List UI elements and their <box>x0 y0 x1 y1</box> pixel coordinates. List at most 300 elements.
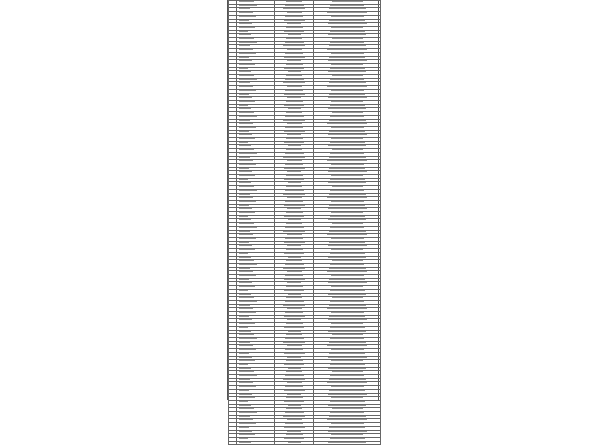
cell-text-placeholder <box>239 219 251 220</box>
cell-text-placeholder <box>286 112 302 113</box>
cell-text-placeholder <box>284 57 305 58</box>
cell-text-placeholder <box>329 242 365 243</box>
cell-text-placeholder <box>327 271 367 272</box>
cell-text-placeholder <box>239 75 254 76</box>
cell-text-placeholder <box>327 12 367 13</box>
cell-text-placeholder <box>330 364 365 365</box>
cell-text-placeholder <box>285 16 303 17</box>
cell-text-placeholder <box>330 264 364 265</box>
cell-text-placeholder <box>285 42 304 43</box>
cell-text-placeholder <box>285 201 303 202</box>
cell-text-placeholder <box>285 127 303 128</box>
cell-text-placeholder <box>330 401 365 402</box>
cell-text-placeholder <box>288 108 301 109</box>
cell-text-placeholder <box>331 127 364 128</box>
cell-text-placeholder <box>285 301 304 302</box>
cell-text-placeholder <box>331 16 364 17</box>
cell-text-placeholder <box>287 419 302 420</box>
cell-text-placeholder <box>330 142 365 143</box>
cell-text-placeholder <box>331 397 363 398</box>
cell-text-placeholder <box>284 68 304 69</box>
cell-text-placeholder <box>284 353 305 354</box>
cell-text-placeholder <box>332 297 363 298</box>
cell-text-placeholder <box>330 338 364 339</box>
cell-text-placeholder <box>284 290 304 291</box>
cell-text-placeholder <box>287 49 302 50</box>
cell-text-placeholder <box>328 431 367 432</box>
cell-text-placeholder <box>239 301 257 302</box>
cell-text-placeholder <box>327 123 367 124</box>
cell-text-placeholder <box>329 305 366 306</box>
cell-text-placeholder <box>239 390 249 391</box>
cell-text-placeholder <box>286 260 302 261</box>
cell-text-placeholder <box>286 138 303 139</box>
cell-text-placeholder <box>284 142 304 143</box>
cell-text-placeholder <box>239 312 256 313</box>
cell-text-placeholder <box>330 31 365 32</box>
document-page <box>227 0 379 400</box>
cell-text-placeholder <box>285 153 304 154</box>
cell-text-placeholder <box>239 297 254 298</box>
cell-text-placeholder <box>330 105 365 106</box>
cell-text-placeholder <box>239 71 251 72</box>
cell-text-placeholder <box>286 186 302 187</box>
cell-text-placeholder <box>328 405 366 406</box>
cell-text-placeholder <box>239 316 249 317</box>
cell-text-placeholder <box>329 82 366 83</box>
cell-text-placeholder <box>332 334 363 335</box>
cell-text-placeholder <box>239 382 253 383</box>
cell-text-placeholder <box>239 438 248 439</box>
cell-text-placeholder <box>285 238 303 239</box>
cell-text-placeholder <box>327 345 367 346</box>
cell-text-placeholder <box>331 349 364 350</box>
cell-text-placeholder <box>239 431 252 432</box>
cell-text-placeholder <box>330 153 364 154</box>
cell-text-placeholder <box>286 1 302 2</box>
cell-text-placeholder <box>239 208 252 209</box>
cell-text-placeholder <box>283 342 305 343</box>
cell-text-placeholder <box>329 231 366 232</box>
cell-text-placeholder <box>239 153 257 154</box>
cell-text-placeholder <box>287 171 301 172</box>
cell-text-placeholder <box>239 279 249 280</box>
cell-text-placeholder <box>328 394 367 395</box>
cell-text-placeholder <box>239 101 255 102</box>
cell-text-placeholder <box>239 38 254 39</box>
cell-text-placeholder <box>332 371 363 372</box>
cell-text-placeholder <box>328 34 366 35</box>
cell-text-placeholder <box>239 49 253 50</box>
cell-text-placeholder <box>287 282 301 283</box>
cell-text-placeholder <box>329 57 365 58</box>
cell-text-placeholder <box>331 360 363 361</box>
cell-text-placeholder <box>239 82 250 83</box>
cell-text-placeholder <box>239 12 253 13</box>
cell-text-placeholder <box>286 286 303 287</box>
cell-text-placeholder <box>329 45 366 46</box>
cell-text-placeholder <box>329 427 365 428</box>
cell-text-placeholder <box>286 64 303 65</box>
cell-text-placeholder <box>329 20 365 21</box>
cell-text-placeholder <box>284 179 304 180</box>
cell-text-placeholder <box>239 164 256 165</box>
cell-text-placeholder <box>239 264 257 265</box>
cell-text-placeholder <box>239 227 257 228</box>
cell-text-placeholder <box>287 208 301 209</box>
cell-text-placeholder <box>288 257 301 258</box>
cell-text-placeholder <box>285 375 304 376</box>
cell-text-placeholder <box>239 364 248 365</box>
cell-text-placeholder <box>330 327 365 328</box>
cell-text-placeholder <box>327 382 367 383</box>
cell-text-placeholder <box>287 134 301 135</box>
cell-text-placeholder <box>239 257 251 258</box>
cell-text-placeholder <box>239 223 254 224</box>
cell-text-placeholder <box>286 27 303 28</box>
cell-text-placeholder <box>239 16 256 17</box>
cell-text-placeholder <box>239 386 256 387</box>
cell-text-placeholder <box>284 31 304 32</box>
reference-table <box>228 0 381 445</box>
cell-text-placeholder <box>239 260 254 261</box>
cell-text-placeholder <box>332 186 363 187</box>
cell-text-placeholder <box>330 412 364 413</box>
cell-text-placeholder <box>330 301 364 302</box>
cell-text-placeholder <box>330 216 365 217</box>
cell-text-placeholder <box>239 45 250 46</box>
cell-text-placeholder <box>239 145 251 146</box>
cell-text-placeholder <box>239 127 256 128</box>
cell-text-placeholder <box>283 268 305 269</box>
cell-text-placeholder <box>284 168 305 169</box>
cell-text-placeholder <box>331 101 363 102</box>
cell-text-placeholder <box>329 316 365 317</box>
cell-text-placeholder <box>287 357 301 358</box>
cell-text-placeholder <box>287 394 301 395</box>
cell-text-placeholder <box>330 375 364 376</box>
cell-text-placeholder <box>239 134 252 135</box>
cell-text-placeholder <box>239 27 255 28</box>
cell-text-placeholder <box>239 327 248 328</box>
cell-text-placeholder <box>239 334 254 335</box>
cell-text-placeholder <box>239 116 257 117</box>
cell-text-placeholder <box>328 208 367 209</box>
cell-text-placeholder <box>332 38 363 39</box>
cell-text-placeholder <box>239 60 252 61</box>
cell-text-placeholder <box>287 308 302 309</box>
cell-text-placeholder <box>329 390 365 391</box>
cell-text-placeholder <box>331 312 364 313</box>
cell-text-placeholder <box>239 268 250 269</box>
cell-text-placeholder <box>285 116 304 117</box>
cell-text-placeholder <box>239 434 255 435</box>
cell-text-placeholder <box>239 171 252 172</box>
cell-text-placeholder <box>239 34 251 35</box>
cell-text-placeholder <box>239 131 249 132</box>
table-cell <box>314 441 381 445</box>
cell-text-placeholder <box>286 149 302 150</box>
cell-text-placeholder <box>286 360 303 361</box>
cell-text-placeholder <box>286 408 302 409</box>
cell-text-placeholder <box>239 286 255 287</box>
cell-text-placeholder <box>328 60 367 61</box>
cell-text-placeholder <box>239 157 250 158</box>
cell-text-placeholder <box>239 282 252 283</box>
cell-text-placeholder <box>288 219 301 220</box>
cell-text-placeholder <box>329 353 365 354</box>
cell-text-placeholder <box>328 145 366 146</box>
cell-text-placeholder <box>284 327 304 328</box>
cell-text-placeholder <box>285 423 303 424</box>
cell-text-placeholder <box>331 286 363 287</box>
cell-text-placeholder <box>330 179 365 180</box>
cell-text-placeholder <box>239 168 249 169</box>
cell-text-placeholder <box>284 242 305 243</box>
cell-text-placeholder <box>239 412 257 413</box>
cell-text-placeholder <box>330 290 365 291</box>
cell-text-placeholder <box>284 427 305 428</box>
cell-text-placeholder <box>330 42 364 43</box>
cell-text-placeholder <box>329 342 366 343</box>
cell-text-placeholder <box>239 160 253 161</box>
cell-text-placeholder <box>328 134 367 135</box>
cell-text-placeholder <box>332 75 363 76</box>
cell-text-placeholder <box>331 175 363 176</box>
cell-text-placeholder <box>286 101 303 102</box>
cell-text-placeholder <box>328 257 366 258</box>
cell-text-placeholder <box>332 149 363 150</box>
cell-text-placeholder <box>328 219 366 220</box>
cell-text-placeholder <box>327 197 367 198</box>
cell-text-placeholder <box>285 5 304 6</box>
cell-text-placeholder <box>239 142 248 143</box>
cell-text-placeholder <box>285 349 303 350</box>
cell-text-placeholder <box>329 120 366 121</box>
cell-text-placeholder <box>328 171 367 172</box>
cell-text-placeholder <box>239 342 250 343</box>
cell-text-placeholder <box>288 34 301 35</box>
cell-text-placeholder <box>287 382 302 383</box>
cell-text-placeholder <box>286 223 302 224</box>
cell-text-placeholder <box>239 190 257 191</box>
cell-text-placeholder <box>239 423 256 424</box>
cell-text-placeholder <box>239 179 248 180</box>
cell-text-placeholder <box>328 108 366 109</box>
cell-text-placeholder <box>239 408 254 409</box>
cell-text-placeholder <box>288 442 301 443</box>
cell-text-placeholder <box>239 212 255 213</box>
cell-text-placeholder <box>329 168 365 169</box>
cell-text-placeholder <box>239 368 251 369</box>
cell-text-placeholder <box>285 164 303 165</box>
cell-text-placeholder <box>239 394 252 395</box>
cell-text-placeholder <box>286 371 302 372</box>
cell-text-placeholder <box>284 20 305 21</box>
cell-text-placeholder <box>239 245 252 246</box>
cell-text-placeholder <box>239 94 249 95</box>
cell-text-placeholder <box>329 157 366 158</box>
cell-text-placeholder <box>284 105 304 106</box>
cell-text-placeholder <box>286 175 303 176</box>
cell-text-placeholder <box>327 86 367 87</box>
cell-text-placeholder <box>288 294 301 295</box>
cell-text-placeholder <box>330 438 365 439</box>
cell-text-placeholder <box>287 345 302 346</box>
cell-text-placeholder <box>331 53 364 54</box>
cell-text-placeholder <box>287 271 302 272</box>
cell-text-placeholder <box>328 282 367 283</box>
cell-text-placeholder <box>284 279 305 280</box>
cell-text-placeholder <box>329 268 366 269</box>
cell-text-placeholder <box>285 312 303 313</box>
cell-text-placeholder <box>329 8 366 9</box>
cell-text-placeholder <box>331 212 363 213</box>
cell-text-placeholder <box>239 401 248 402</box>
cell-text-placeholder <box>284 94 305 95</box>
cell-text-placeholder <box>285 275 303 276</box>
cell-text-placeholder <box>239 231 250 232</box>
cell-text-placeholder <box>331 249 363 250</box>
cell-text-placeholder <box>239 149 254 150</box>
cell-text-placeholder <box>285 53 303 54</box>
cell-text-placeholder <box>239 205 249 206</box>
cell-text-placeholder <box>283 157 305 158</box>
cell-text-placeholder <box>239 323 255 324</box>
cell-text-placeholder <box>239 97 252 98</box>
cell-text-placeholder <box>285 90 303 91</box>
cell-text-placeholder <box>239 86 253 87</box>
cell-text-placeholder <box>283 379 305 380</box>
cell-text-placeholder <box>286 434 303 435</box>
cell-text-placeholder <box>239 112 254 113</box>
cell-text-placeholder <box>330 68 365 69</box>
cell-text-placeholder <box>239 123 253 124</box>
cell-text-placeholder <box>283 8 305 9</box>
table-body <box>229 1 381 445</box>
cell-text-placeholder <box>239 331 251 332</box>
cell-text-placeholder <box>331 201 364 202</box>
cell-text-placeholder <box>285 79 304 80</box>
cell-text-placeholder <box>239 442 251 443</box>
cell-text-placeholder <box>332 408 363 409</box>
cell-text-placeholder <box>328 368 366 369</box>
cell-text-placeholder <box>328 245 367 246</box>
cell-text-placeholder <box>283 45 305 46</box>
cell-text-placeholder <box>286 297 302 298</box>
cell-text-placeholder <box>328 97 367 98</box>
cell-text-placeholder <box>284 253 304 254</box>
cell-text-placeholder <box>239 249 255 250</box>
cell-text-placeholder <box>284 390 305 391</box>
cell-text-placeholder <box>239 397 255 398</box>
cell-text-placeholder <box>239 175 255 176</box>
cell-text-placeholder <box>239 379 250 380</box>
cell-text-placeholder <box>331 423 364 424</box>
cell-text-placeholder <box>284 216 304 217</box>
cell-text-placeholder <box>239 419 253 420</box>
cell-text-placeholder <box>283 82 305 83</box>
cell-text-placeholder <box>239 105 248 106</box>
cell-text-placeholder <box>329 416 366 417</box>
cell-text-placeholder <box>288 145 301 146</box>
cell-text-placeholder <box>239 201 256 202</box>
cell-text-placeholder <box>285 264 304 265</box>
cell-text-placeholder <box>285 412 304 413</box>
cell-text-placeholder <box>329 194 366 195</box>
cell-text-placeholder <box>327 49 367 50</box>
cell-text-placeholder <box>239 42 257 43</box>
cell-text-placeholder <box>239 253 248 254</box>
cell-text-placeholder <box>239 53 256 54</box>
cell-text-placeholder <box>328 71 366 72</box>
cell-text-placeholder <box>239 357 252 358</box>
cell-text-placeholder <box>328 23 367 24</box>
cell-text-placeholder <box>239 23 252 24</box>
cell-text-placeholder <box>239 242 249 243</box>
cell-text-placeholder <box>283 416 305 417</box>
cell-text-placeholder <box>239 275 256 276</box>
cell-text-placeholder <box>239 90 256 91</box>
cell-text-placeholder <box>286 397 303 398</box>
cell-text-placeholder <box>288 405 301 406</box>
cell-text-placeholder <box>330 253 365 254</box>
cell-text-placeholder <box>239 290 248 291</box>
cell-text-placeholder <box>331 386 364 387</box>
cell-text-placeholder <box>332 260 363 261</box>
cell-text-placeholder <box>330 116 364 117</box>
cell-text-placeholder <box>330 227 364 228</box>
cell-text-placeholder <box>330 190 364 191</box>
cell-text-placeholder <box>287 86 302 87</box>
cell-text-placeholder <box>287 319 301 320</box>
cell-text-placeholder <box>328 319 367 320</box>
cell-text-placeholder <box>287 23 301 24</box>
cell-text-placeholder <box>287 245 301 246</box>
cell-text-placeholder <box>239 353 249 354</box>
cell-text-placeholder <box>239 57 249 58</box>
cell-text-placeholder <box>239 182 251 183</box>
table-cell <box>275 441 314 445</box>
cell-text-placeholder <box>239 294 251 295</box>
cell-text-placeholder <box>239 427 249 428</box>
cell-text-placeholder <box>239 360 255 361</box>
cell-text-placeholder <box>239 271 253 272</box>
cell-text-placeholder <box>287 197 302 198</box>
cell-text-placeholder <box>239 197 253 198</box>
cell-text-placeholder <box>287 97 301 98</box>
cell-text-placeholder <box>239 5 257 6</box>
cell-text-placeholder <box>288 368 301 369</box>
cell-text-placeholder <box>285 338 304 339</box>
cell-text-placeholder <box>284 401 304 402</box>
cell-text-placeholder <box>331 138 363 139</box>
cell-text-placeholder <box>288 182 301 183</box>
cell-text-placeholder <box>239 216 248 217</box>
cell-text-placeholder <box>284 205 305 206</box>
cell-text-placeholder <box>239 186 254 187</box>
cell-text-placeholder <box>328 182 366 183</box>
cell-text-placeholder <box>239 20 249 21</box>
cell-text-placeholder <box>288 331 301 332</box>
cell-text-placeholder <box>286 249 303 250</box>
cell-text-placeholder <box>239 64 255 65</box>
table-cell <box>229 441 237 445</box>
cell-text-placeholder <box>331 90 364 91</box>
cell-text-placeholder <box>239 371 254 372</box>
cell-text-placeholder <box>286 38 302 39</box>
cell-text-placeholder <box>239 308 253 309</box>
